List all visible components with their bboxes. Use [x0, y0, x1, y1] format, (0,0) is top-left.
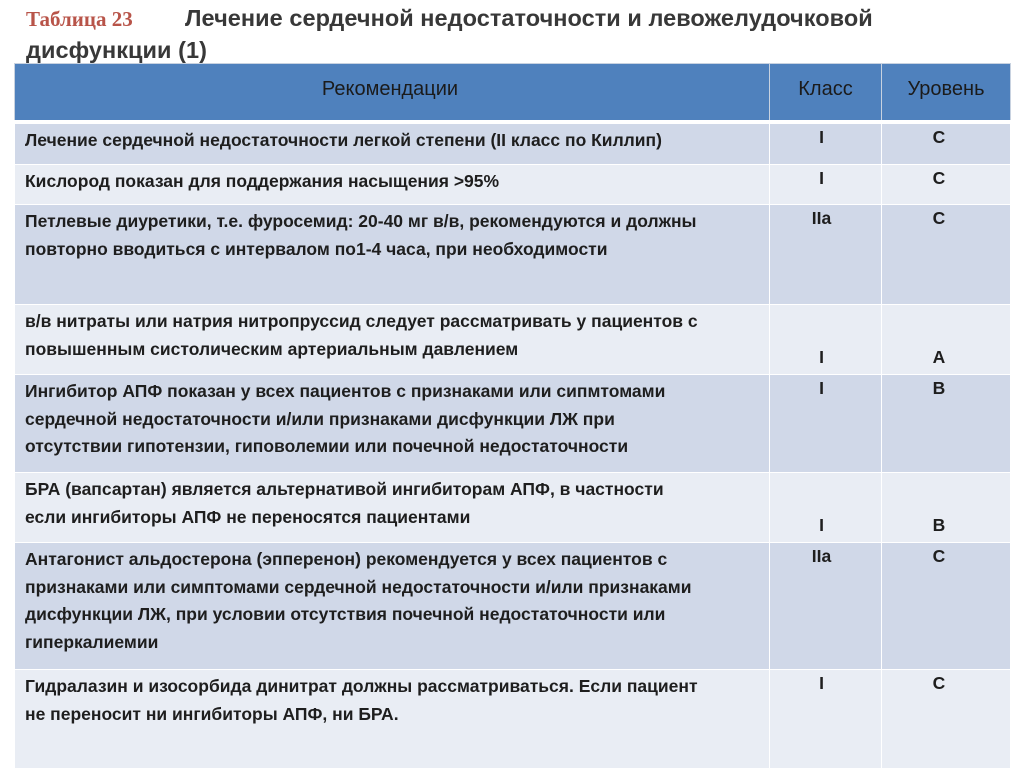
table-row [15, 473, 1011, 543]
recommendation-line: Лечение сердечной недостаточности легкой степени (II класс по Киллип) [25, 130, 662, 150]
recommendation-line: в/в нитраты или натрия нитропруссид следует рассматривать у пациентов с [25, 311, 698, 331]
recommendation-line: признаками или симптомами сердечной недостаточности и/или признаками [25, 576, 692, 597]
header-class: Класс [770, 64, 882, 123]
title-line-1 [26, 4, 1006, 36]
level-cell: C [882, 543, 1011, 670]
table-row [15, 670, 1011, 769]
level-cell: C [882, 670, 1011, 769]
recommendation-cell [15, 205, 770, 305]
table-row [15, 165, 1011, 205]
recommendation-cell [15, 122, 770, 165]
recommendation-line: повышенным систолическим артериальным давлением [25, 338, 519, 359]
table-row [15, 305, 1011, 375]
recommendation-cell [15, 473, 770, 543]
header-level: Уровень [882, 64, 1011, 123]
slide-title [26, 4, 1006, 68]
level-cell: C [882, 165, 1011, 205]
table-row [15, 543, 1011, 670]
recommendation-line: Антагонист альдостерона (эпперенон) рекомендуется у всех пациентов с [25, 549, 668, 569]
recommendations-table [14, 63, 1011, 769]
class-cell: IIa [770, 543, 882, 670]
recommendation-line: Ингибитор АПФ показан у всех пациентов с признаками или сипмтомами [25, 381, 666, 401]
recommendation-line: Петлевые диуретики, т.е. фуросемид: 20-40 мг в/в, рекомендуются и должны [25, 211, 697, 231]
table-row [15, 375, 1011, 473]
recommendation-line: Гидралазин и изосорбида динитрат должны рассматриваться. Если пациент [25, 676, 698, 696]
level-cell: A [882, 305, 1011, 375]
recommendation-line: повторно вводиться с интервалом по1-4 часа, при необходимости [25, 238, 608, 259]
class-cell: I [770, 122, 882, 165]
recommendation-line: гиперкалиемии [25, 631, 159, 652]
level-cell: C [882, 205, 1011, 305]
recommendation-cell [15, 670, 770, 769]
recommendation-cell [15, 375, 770, 473]
class-cell: I [770, 375, 882, 473]
recommendation-cell [15, 543, 770, 670]
level-cell: C [882, 122, 1011, 165]
recommendation-line: не переносит ни ингибиторы АПФ, ни БРА. [25, 703, 399, 724]
class-cell: IIa [770, 205, 882, 305]
recommendation-line: дисфункции ЛЖ, при условии отсутствия почечной недостаточности или [25, 604, 666, 624]
table-row [15, 122, 1011, 165]
recommendation-cell [15, 305, 770, 375]
class-cell: I [770, 473, 882, 543]
recommendation-line: Кислород показан для поддержания насыщения >95% [25, 171, 500, 191]
table-header-row [15, 64, 1011, 123]
header-recommendations: Рекомендации [15, 64, 770, 123]
level-cell: B [882, 473, 1011, 543]
class-cell: I [770, 165, 882, 205]
recommendation-line: отсутствии гипотензии, гиповолемии или почечной недостаточности [25, 436, 629, 456]
table-number: Таблица 23 [26, 7, 133, 31]
title-text-line-1: Лечение сердечной недостаточности и левожелудочковой [185, 5, 873, 31]
title-text-line-2: дисфункции (1) [26, 37, 208, 63]
class-cell: I [770, 670, 882, 769]
class-cell: I [770, 305, 882, 375]
level-cell: B [882, 375, 1011, 473]
recommendation-line: сердечной недостаточности и/или признаками дисфункции ЛЖ при [25, 408, 615, 429]
recommendation-cell [15, 165, 770, 205]
recommendation-line: БРА (вапсартан) является альтернативой ингибиторам АПФ, в частности [25, 479, 664, 499]
table-row [15, 205, 1011, 305]
recommendation-line: если ингибиторы АПФ не переносятся пациентами [25, 506, 471, 527]
